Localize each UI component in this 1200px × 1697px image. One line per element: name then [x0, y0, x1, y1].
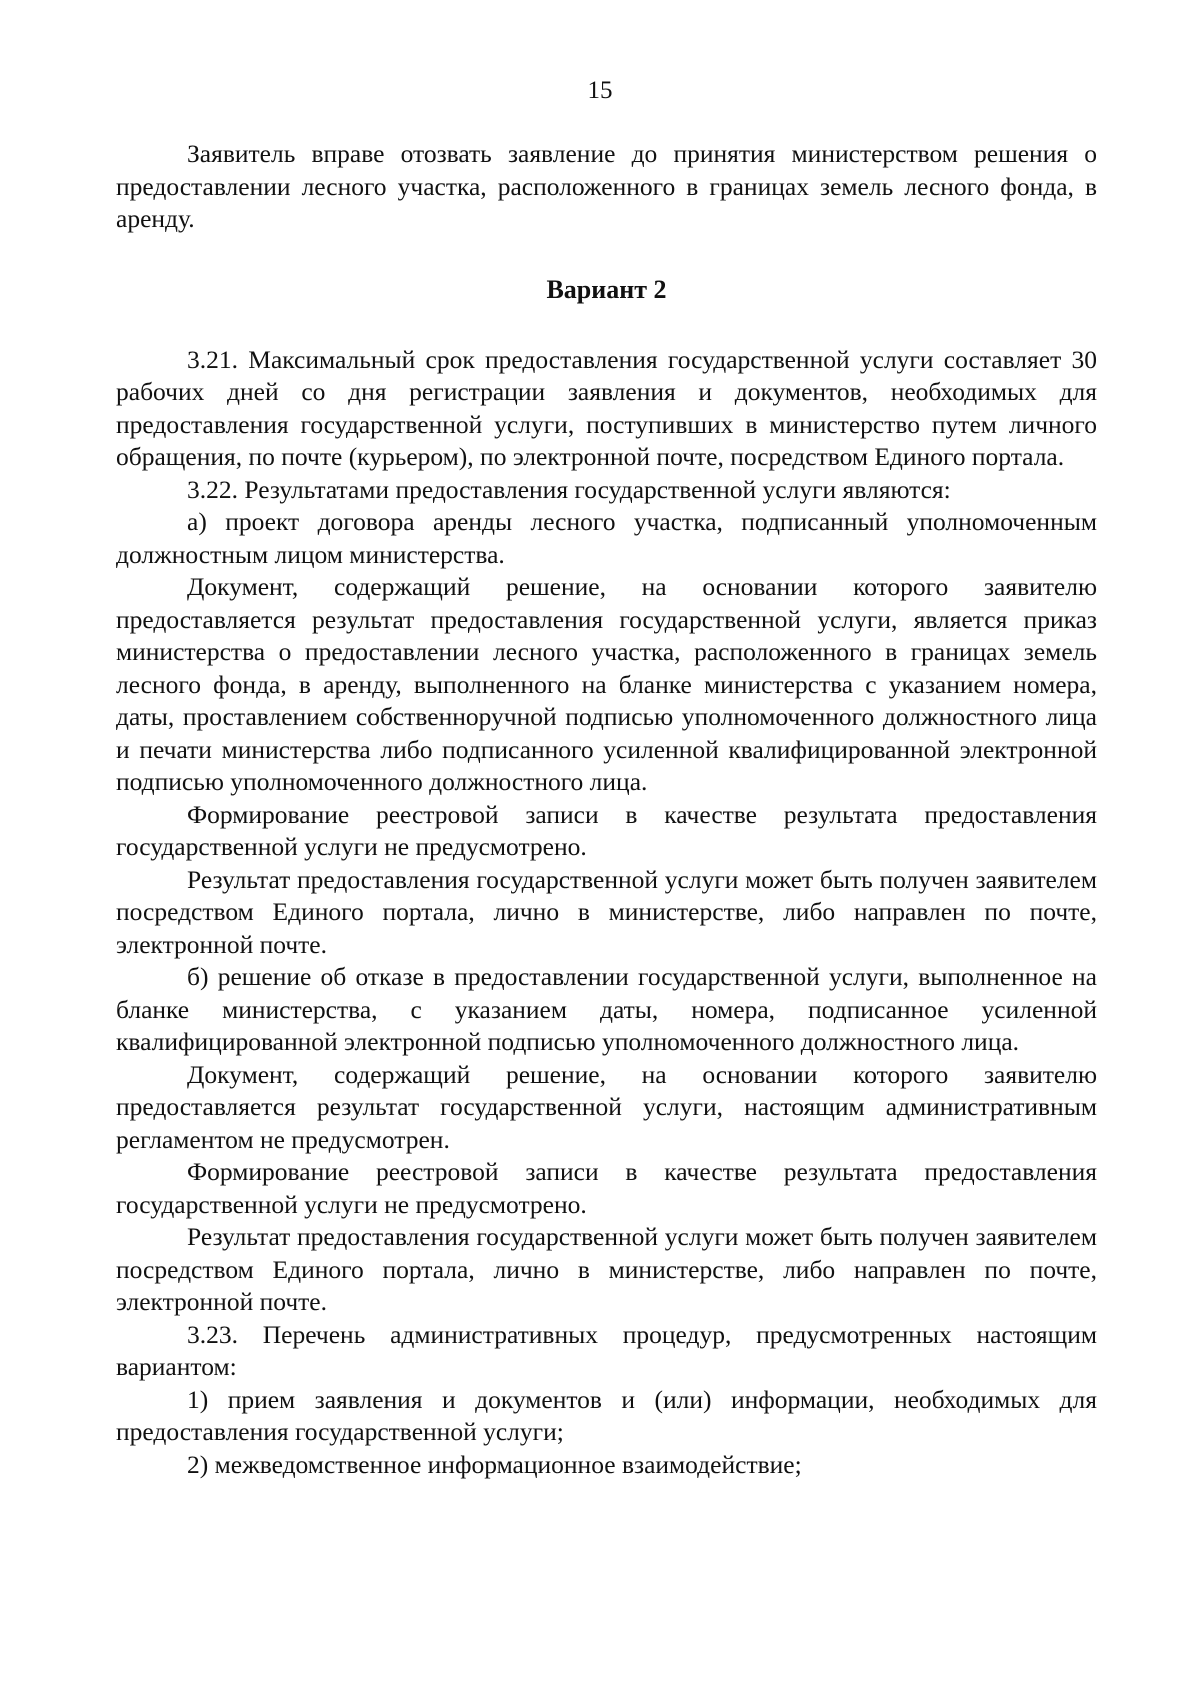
paragraph-document-decision-a: Документ, содержащий решение, на основании которого заявителю предоставляется результат предоставления государственной услуги, является приказ министерства о предоставлении лесного участка, расположенного в границах земель лесного фонда, в аренду, выполненного на бланке министерства с указанием номера, даты, проставлением собственноручной подписью уполномоченного должностного лица и печати министерства либо подписанного усиленной квалифицированной электронной подписью уполномоченного должностного лица. — [116, 572, 1097, 796]
page-number: 15 — [587, 77, 613, 104]
paragraph-result-delivery-b: Результат предоставления государственной услуги может быть получен заявителем посредством Единого портала, лично в министерстве, либо направлен по почте, электронной почте. — [116, 1222, 1097, 1316]
paragraph-item-a: а) проект договора аренды лесного участка, подписанный уполномоченным должностным лицом министерства. — [116, 507, 1097, 569]
paragraph-3-21: 3.21. Максимальный срок предоставления государственной услуги составляет 30 рабочих дней со дня регистрации заявления и документов, необходимых для предоставления государственной услуги, поступивших в министерство путем личного обращения, по почте (курьером), по электронной почте, посредством Единого портала. — [116, 344, 1097, 471]
paragraph-3-23: 3.23. Перечень административных процедур, предусмотренных настоящим вариантом: — [116, 1319, 1097, 1381]
section-heading: Вариант 2 — [546, 274, 667, 304]
document-body — [116, 138, 1097, 1481]
paragraph-3-22: 3.22. Результатами предоставления государственной услуги являются: — [187, 474, 951, 504]
paragraph-result-delivery-a: Результат предоставления государственной услуги может быть получен заявителем посредством Единого портала, лично в министерстве, либо направлен по почте, электронной почте. — [116, 864, 1097, 959]
paragraph-registry-b: Формирование реестровой записи в качестве результата предоставления государственной услуги не предусмотрено. — [116, 1157, 1097, 1219]
list-item-2: 2) межведомственное информационное взаимодействие; — [187, 1449, 802, 1479]
list-item-1: 1) прием заявления и документов и (или) информации, необходимых для предоставления государственной услуги; — [116, 1384, 1097, 1446]
paragraph-withdrawal: Заявитель вправе отозвать заявление до принятия министерством решения о предоставлении лесного участка, расположенного в границах земель лесного фонда, в аренду. — [116, 139, 1097, 233]
paragraph-document-decision-b: Документ, содержащий решение, на основании которого заявителю предоставляется результат государственной услуги, настоящим административным регламентом не предусмотрен. — [116, 1059, 1097, 1154]
paragraph-registry-a: Формирование реестровой записи в качестве результата предоставления государственной услуги не предусмотрено. — [116, 799, 1097, 861]
paragraph-item-b: б) решение об отказе в предоставлении государственной услуги, выполненное на бланке министерства, с указанием даты, номера, подписанное усиленной квалифицированной электронной подписью уполномоченного должностного лица. — [116, 962, 1097, 1056]
